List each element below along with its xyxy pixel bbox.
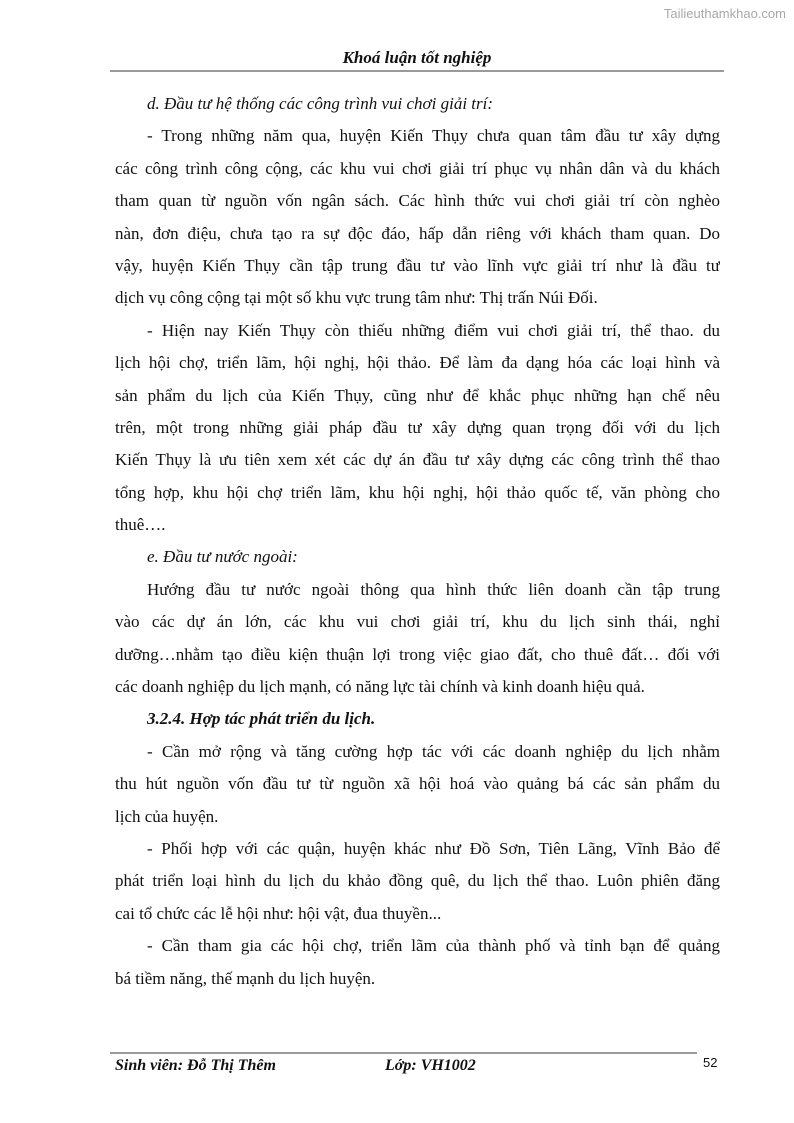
watermark: Tailieuthamkhao.com [663,6,786,21]
footer-divider [110,1052,697,1054]
text-line: phát triển loại hình du lịch du khảo đồng quê, du lịch thể thao. Luôn phiên đăng [115,871,720,891]
text-line: tổng hợp, khu hội chợ triển lãm, khu hội nghị, hội thảo quốc tế, văn phòng cho [115,482,720,502]
text-line: thuê…. [115,515,166,535]
text-line: e. Đầu tư nước ngoài: [147,547,298,567]
page-header-title: Khoá luận tốt nghiệp [342,48,492,67]
text-line: - Phối hợp với các quận, huyện khác như Đồ Sơn, Tiên Lãng, Vĩnh Bảo để [147,838,720,858]
text-line: bá tiềm năng, thế mạnh du lịch huyện. [115,968,376,988]
header-divider [110,70,724,72]
text-line: d. Đầu tư hệ thống các công trình vui chơi giải trí: [147,94,494,113]
text-line: tham quan từ nguồn vốn ngân sách. Các hình thức vui chơi giải trí còn nghèo [115,191,720,211]
text-line: các công trình công cộng, các khu vui chơi giải trí phục vụ nhân dân và du khách [115,158,720,178]
document-body [115,88,720,995]
text-line: - Cần mở rộng và tăng cường hợp tác với các doanh nghiệp du lịch nhằm [147,741,720,761]
text-line: lịch của huyện. [115,806,219,826]
text-line: trên, một trong những giải pháp đầu tư xây dựng quan trọng đối với du lịch [115,417,720,437]
page-number: 52 [703,1055,718,1070]
text-line: vậy, huyện Kiến Thụy cần tập trung đầu tư vào lĩnh vực giải trí như là đầu tư [115,255,720,275]
text-line: - Hiện nay Kiến Thụy còn thiếu những điểm vui chơi giải trí, thể thao. du [147,320,720,340]
text-line: sản phẩm du lịch của Kiến Thụy, cũng như để khắc phục những hạn chế nêu [115,385,720,405]
text-line: vào các dự án lớn, các khu vui chơi giải trí, khu du lịch sinh thái, nghỉ [115,612,720,632]
text-line: dịch vụ công cộng tại một số khu vực trung tâm như: Thị trấn Núi Đối. [115,288,598,308]
text-line: các doanh nghiệp du lịch mạnh, có năng lực tài chính và kinh doanh hiệu quả. [115,677,645,697]
text-line: thu hút nguồn vốn đầu tư từ nguồn xã hội hoá vào quảng bá các sản phẩm du [115,774,720,794]
text-line: Hướng đầu tư nước ngoài thông qua hình thức liên doanh cần tập trung [147,579,720,599]
text-line: dưỡng…nhằm tạo điều kiện thuận lợi trong việc giao đất, cho thuê đất… đối với [115,644,720,664]
text-line: lịch hội chợ, triển lãm, hội nghị, hội thảo. Để làm đa dạng hóa các loại hình và [115,353,720,373]
text-line: - Trong những năm qua, huyện Kiến Thụy chưa quan tâm đầu tư xây dựng [147,126,720,146]
text-line: Kiến Thụy là ưu tiên xem xét các dự án đầu tư xây dựng các công trình thể thao [115,450,720,470]
text-line: - Cần tham gia các hội chợ, triển lãm của thành phố và tỉnh bạn để quảng [147,936,720,956]
footer-student: Sinh viên: Đỗ Thị Thêm [115,1057,276,1074]
footer-class: Lớp: VH1002 [385,1057,476,1074]
text-line: nàn, đơn điệu, chưa tạo ra sự độc đáo, hấp dẫn riêng với khách tham quan. Do [115,223,720,243]
text-line: 3.2.4. Hợp tác phát triển du lịch. [147,709,376,729]
text-line: cai tổ chức các lễ hội như: hội vật, đua thuyền... [115,903,442,923]
